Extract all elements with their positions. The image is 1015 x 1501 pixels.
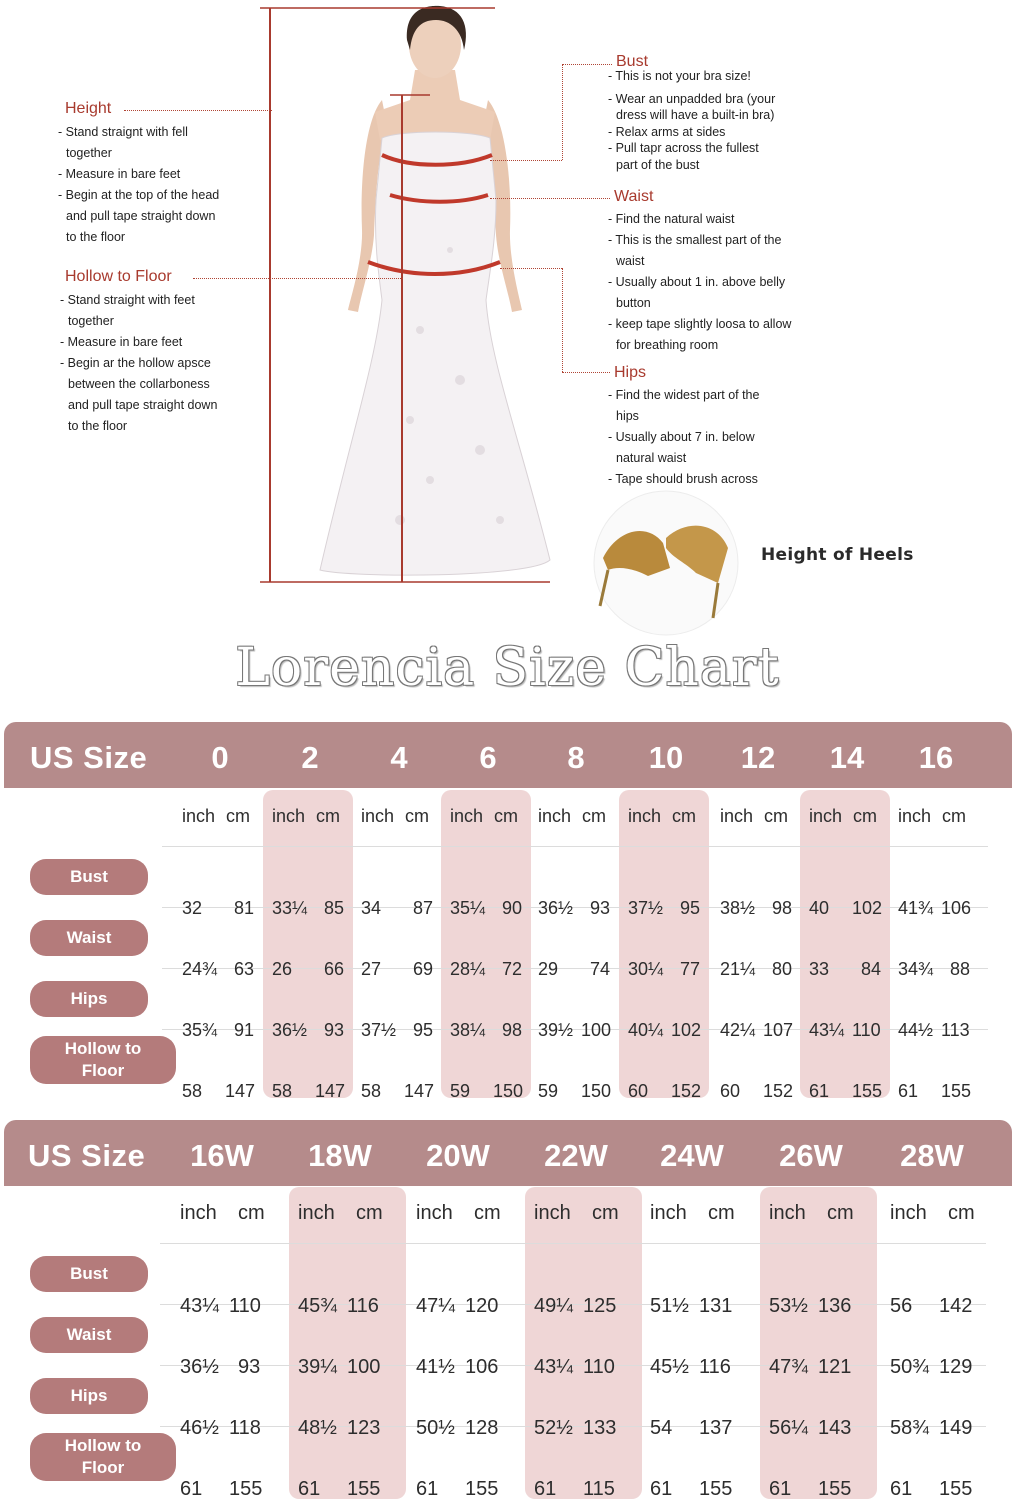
unit-cm: cm: [827, 1202, 854, 1224]
note-line: - Stand straignt with fell: [58, 125, 188, 139]
cell-cm: 98: [502, 1019, 523, 1040]
cell-inch: 61: [809, 1080, 830, 1101]
cell-cm: 152: [671, 1080, 702, 1101]
note-line: button: [616, 296, 651, 310]
cell-inch: 35¼: [450, 897, 486, 918]
cell-inch: 21¼: [720, 958, 756, 979]
highlight-column: [760, 1187, 877, 1499]
cell-cm: 110: [229, 1294, 261, 1317]
size-header: 6: [479, 740, 497, 775]
cell-cm: 100: [581, 1019, 612, 1040]
highlight-column: [263, 790, 353, 1098]
note-line: - Measure in bare feet: [60, 335, 183, 349]
unit-cm: cm: [582, 806, 606, 826]
cell-inch: 58: [361, 1080, 382, 1101]
note-line: - Tape should brush across: [608, 472, 758, 486]
waist-leader: [490, 198, 610, 199]
note-line: part of the bust: [616, 157, 700, 172]
cell-cm: 63: [234, 958, 255, 979]
cell-inch: 56: [890, 1294, 913, 1317]
size-header: 18W: [308, 1138, 372, 1173]
cell-inch: 43¼: [809, 1019, 845, 1040]
cell-inch: 38½: [720, 897, 756, 918]
unit-inch: inch: [890, 1202, 927, 1224]
cell-cm: 118: [229, 1416, 261, 1439]
cell-cm: 155: [229, 1477, 263, 1500]
unit-cm: cm: [942, 806, 966, 826]
note-line: - Measure in bare feet: [58, 167, 181, 181]
note-line: together: [66, 146, 112, 160]
unit-inch: inch: [809, 806, 843, 826]
heels-label: Height of Heels: [761, 545, 914, 565]
unit-cm: cm: [356, 1202, 383, 1224]
unit-inch: inch: [180, 1202, 217, 1224]
cell-inch: 38¼: [450, 1019, 486, 1040]
cell-inch: 30¼: [628, 958, 664, 979]
unit-cm: cm: [474, 1202, 501, 1224]
cell-cm: 116: [699, 1355, 731, 1378]
cell-inch: 35¾: [182, 1019, 218, 1040]
cell-cm: 100: [347, 1355, 381, 1378]
cell-cm: 106: [941, 897, 972, 918]
cell-cm: 113: [941, 1019, 970, 1040]
note-line: - Usually about 1 in. above belly: [608, 275, 786, 289]
cell-inch: 47¼: [416, 1294, 455, 1317]
height-leader: [124, 110, 272, 111]
note-line: - Relax arms at sides: [608, 124, 726, 139]
cell-cm: 128: [465, 1416, 499, 1439]
size-header: 4: [390, 740, 408, 775]
cell-inch: 34¾: [898, 958, 934, 979]
size-header: 16: [918, 740, 954, 775]
row-label-hips: Hips: [30, 981, 148, 1017]
note-line: together: [68, 314, 114, 328]
cell-inch: 61: [534, 1477, 557, 1500]
shoulders: [375, 70, 495, 140]
cell-inch: 45¾: [298, 1294, 337, 1317]
cell-inch: 61: [298, 1477, 321, 1500]
size-header: 10: [648, 740, 684, 775]
cell-inch: 40¼: [628, 1019, 664, 1040]
note-line: - This is the smallest part of the: [608, 233, 782, 247]
us-size-label: US Size: [28, 1138, 146, 1173]
note-line: between the collarboness: [68, 377, 210, 391]
cell-inch: 49¼: [534, 1294, 573, 1317]
bust-title: Bust: [616, 53, 649, 70]
hips-notes: [608, 385, 759, 490]
cell-cm: 142: [939, 1294, 973, 1317]
us-size-label: US Size: [30, 740, 148, 775]
unit-inch: inch: [538, 806, 572, 826]
cell-inch: 41½: [416, 1355, 455, 1378]
cell-inch: 41¾: [898, 897, 934, 918]
cell-inch: 44½: [898, 1019, 934, 1040]
cell-cm: 77: [680, 958, 701, 979]
cell-inch: 43¼: [180, 1294, 219, 1317]
cell-inch: 45½: [650, 1355, 689, 1378]
cell-inch: 43¼: [534, 1355, 573, 1378]
note-line: - Find the widest part of the: [608, 388, 760, 402]
cell-cm: 87: [413, 897, 434, 918]
cell-inch: 37½: [361, 1019, 397, 1040]
bust-leader-bottom: [490, 160, 562, 161]
size-header: 14: [829, 740, 865, 775]
note-line: - Begin at the top of the head: [58, 188, 220, 202]
cell-cm: 116: [347, 1294, 379, 1317]
cell-cm: 95: [413, 1019, 434, 1040]
unit-inch: inch: [769, 1202, 806, 1224]
cell-inch: 42¼: [720, 1019, 756, 1040]
row-label-hips: Hips: [30, 1378, 148, 1414]
chart-title: Lorencia Size Chart: [235, 638, 780, 698]
unit-inch: inch: [534, 1202, 571, 1224]
cell-cm: 84: [861, 958, 882, 979]
cell-cm: 123: [347, 1416, 381, 1439]
cell-inch: 32: [182, 897, 203, 918]
cell-inch: 29: [538, 958, 559, 979]
unit-cm: cm: [592, 1202, 619, 1224]
highlight-column: [289, 1187, 406, 1499]
height-notes: [58, 122, 219, 248]
unit-inch: inch: [628, 806, 662, 826]
note-line: waist: [616, 254, 645, 268]
note-line: hips: [616, 409, 639, 423]
cell-cm: 133: [583, 1416, 617, 1439]
hollow-notes: [60, 290, 217, 437]
cell-inch: 52½: [534, 1416, 573, 1439]
cell-inch: 36½: [538, 897, 574, 918]
cell-cm: 95: [680, 897, 701, 918]
row-divider: [160, 1426, 986, 1427]
cell-inch: 58¾: [890, 1416, 929, 1439]
cell-cm: 155: [347, 1477, 381, 1500]
note-line: for breathing room: [616, 338, 719, 352]
cell-inch: 51½: [650, 1294, 689, 1317]
cell-inch: 61: [416, 1477, 439, 1500]
cell-inch: 48½: [298, 1416, 337, 1439]
highlight-column: [525, 1187, 642, 1499]
cell-cm: 72: [502, 958, 523, 979]
cell-cm: 143: [818, 1416, 852, 1439]
cell-inch: 61: [769, 1477, 792, 1500]
cell-inch: 61: [890, 1477, 913, 1500]
unit-cm: cm: [238, 1202, 265, 1224]
cell-cm: 110: [583, 1355, 615, 1378]
size-header: 22W: [544, 1138, 608, 1173]
note-line: - Find the natural waist: [608, 212, 735, 226]
unit-cm: cm: [672, 806, 696, 826]
cell-cm: 155: [818, 1477, 852, 1500]
cell-inch: 27: [361, 958, 382, 979]
unit-cm: cm: [708, 1202, 735, 1224]
row-divider: [160, 1365, 986, 1366]
cell-inch: 59: [538, 1080, 559, 1101]
hips-leader-top: [500, 268, 562, 269]
unit-inch: inch: [720, 806, 754, 826]
height-title: Height: [65, 100, 112, 117]
unit-cm: cm: [948, 1202, 975, 1224]
unit-inch: inch: [416, 1202, 453, 1224]
cell-cm: 155: [852, 1080, 883, 1101]
size-header: 8: [567, 740, 585, 775]
note-line: to the floor: [66, 230, 126, 244]
waist-notes: [608, 209, 791, 356]
cell-cm: 121: [818, 1355, 852, 1378]
unit-inch: inch: [272, 806, 306, 826]
cell-cm: 102: [671, 1019, 702, 1040]
cell-cm: 88: [950, 958, 971, 979]
cell-cm: 74: [590, 958, 611, 979]
cell-inch: 26: [272, 958, 293, 979]
cell-cm: 85: [324, 897, 345, 918]
cell-inch: 46½: [180, 1416, 219, 1439]
cell-cm: 129: [939, 1355, 973, 1378]
size-header: 2: [301, 740, 319, 775]
cell-inch: 34: [361, 897, 382, 918]
size-header: 16W: [190, 1138, 254, 1173]
unit-cm: cm: [405, 806, 429, 826]
cell-inch: 58: [182, 1080, 203, 1101]
cell-cm: 155: [941, 1080, 972, 1101]
cell-inch: 37½: [628, 897, 664, 918]
size-header: 0: [211, 740, 229, 775]
cell-inch: 54: [650, 1416, 673, 1439]
cell-cm: 120: [465, 1294, 499, 1317]
cell-cm: 149: [939, 1416, 973, 1439]
cell-inch: 39½: [538, 1019, 574, 1040]
waist-title: Waist: [614, 188, 654, 205]
unit-cm: cm: [226, 806, 250, 826]
row-label-bust: Bust: [30, 859, 148, 895]
cell-inch: 61: [650, 1477, 673, 1500]
cell-cm: 152: [763, 1080, 794, 1101]
cell-inch: 39¼: [298, 1355, 337, 1378]
cell-cm: 155: [699, 1477, 733, 1500]
cell-cm: 131: [699, 1294, 733, 1317]
cell-inch: 61: [898, 1080, 919, 1101]
note-line: - Begin ar the hollow apsce: [60, 356, 211, 370]
note-line: - Usually about 7 in. below: [608, 430, 755, 444]
row-label-hollow-to-floor: Hollow to Floor: [30, 1036, 176, 1084]
cell-inch: 60: [720, 1080, 741, 1101]
cell-inch: 36½: [272, 1019, 308, 1040]
size-header: 26W: [779, 1138, 843, 1173]
row-divider: [160, 1304, 986, 1305]
unit-inch: inch: [182, 806, 216, 826]
cell-cm: 98: [772, 897, 793, 918]
cell-cm: 90: [502, 897, 523, 918]
cell-cm: 155: [939, 1477, 973, 1500]
heels-photo: [578, 488, 753, 638]
unit-inch: inch: [450, 806, 484, 826]
cell-cm: 106: [465, 1355, 499, 1378]
note-line: dress will have a built-in bra): [616, 108, 775, 122]
note-line: natural waist: [616, 451, 687, 465]
row-label-bust: Bust: [30, 1256, 148, 1292]
cell-inch: 50¾: [890, 1355, 929, 1378]
cell-cm: 107: [763, 1019, 794, 1040]
unit-cm: cm: [853, 806, 877, 826]
cell-inch: 60: [628, 1080, 649, 1101]
cell-cm: 91: [234, 1019, 255, 1040]
bust-notes: [608, 68, 775, 173]
cell-cm: 115: [583, 1477, 615, 1500]
unit-inch: inch: [650, 1202, 687, 1224]
hips-leader-vertical: [562, 268, 563, 372]
cell-inch: 58: [272, 1080, 293, 1101]
unit-inch: inch: [298, 1202, 335, 1224]
row-label-hollow-to-floor: Hollow to Floor: [30, 1433, 176, 1481]
highlight-column: [800, 790, 890, 1098]
note-line: - keep tape slightly loosa to allow: [608, 317, 792, 331]
cell-cm: 155: [465, 1477, 499, 1500]
cell-cm: 80: [772, 958, 793, 979]
bust-leader-vertical: [562, 64, 563, 160]
note-line: - Stand straight with feet: [60, 293, 195, 307]
note-line: - Wear an unpadded bra (your: [608, 91, 776, 106]
row-divider: [162, 846, 988, 847]
cell-cm: 147: [404, 1080, 435, 1101]
hips-leader-bottom: [562, 372, 610, 373]
highlight-column: [619, 790, 709, 1098]
cell-inch: 40: [809, 897, 830, 918]
size-header: 24W: [660, 1138, 724, 1173]
cell-inch: 53½: [769, 1294, 808, 1317]
size-header: 28W: [900, 1138, 964, 1173]
note-line: and pull tape straight down: [68, 398, 218, 412]
cell-cm: 93: [324, 1019, 345, 1040]
cell-cm: 93: [238, 1355, 261, 1378]
cell-cm: 81: [234, 897, 255, 918]
cell-cm: 102: [852, 897, 883, 918]
cell-cm: 150: [581, 1080, 612, 1101]
cell-inch: 50½: [416, 1416, 455, 1439]
cell-inch: 59: [450, 1080, 471, 1101]
cell-cm: 137: [699, 1416, 733, 1439]
cell-cm: 147: [225, 1080, 256, 1101]
cell-cm: 69: [413, 958, 434, 979]
cell-cm: 136: [818, 1294, 852, 1317]
size-header: 12: [740, 740, 776, 775]
hips-title: Hips: [614, 364, 647, 381]
note-line: - This is not your bra size!: [608, 69, 751, 83]
size-header: 20W: [426, 1138, 490, 1173]
hollow-leader: [193, 278, 403, 279]
cell-inch: 47¾: [769, 1355, 808, 1378]
cell-cm: 93: [590, 897, 611, 918]
note-line: to the floor: [68, 419, 128, 433]
unit-inch: inch: [361, 806, 395, 826]
note-line: - Pull tapr across the fullest: [608, 141, 759, 155]
cell-inch: 33¼: [272, 897, 308, 918]
unit-inch: inch: [898, 806, 932, 826]
unit-cm: cm: [316, 806, 340, 826]
cell-inch: 61: [180, 1477, 203, 1500]
row-divider: [160, 1243, 986, 1244]
cell-inch: 24¾: [182, 958, 218, 979]
cell-inch: 36½: [180, 1355, 219, 1378]
cell-inch: 28¼: [450, 958, 486, 979]
cell-cm: 66: [324, 958, 345, 979]
highlight-column: [441, 790, 531, 1098]
cell-cm: 147: [315, 1080, 346, 1101]
cell-cm: 110: [852, 1019, 881, 1040]
unit-cm: cm: [764, 806, 788, 826]
cell-cm: 150: [493, 1080, 524, 1101]
row-label-waist: Waist: [30, 1317, 148, 1353]
cell-cm: 125: [583, 1294, 617, 1317]
bust-leader-top: [562, 64, 612, 65]
hollow-title: Hollow to Floor: [65, 268, 172, 285]
note-line: and pull tape straight down: [66, 209, 216, 223]
row-label-waist: Waist: [30, 920, 148, 956]
cell-inch: 33: [809, 958, 830, 979]
cell-inch: 56¼: [769, 1416, 808, 1439]
unit-cm: cm: [494, 806, 518, 826]
dress-figure-illustration: [250, 0, 570, 600]
